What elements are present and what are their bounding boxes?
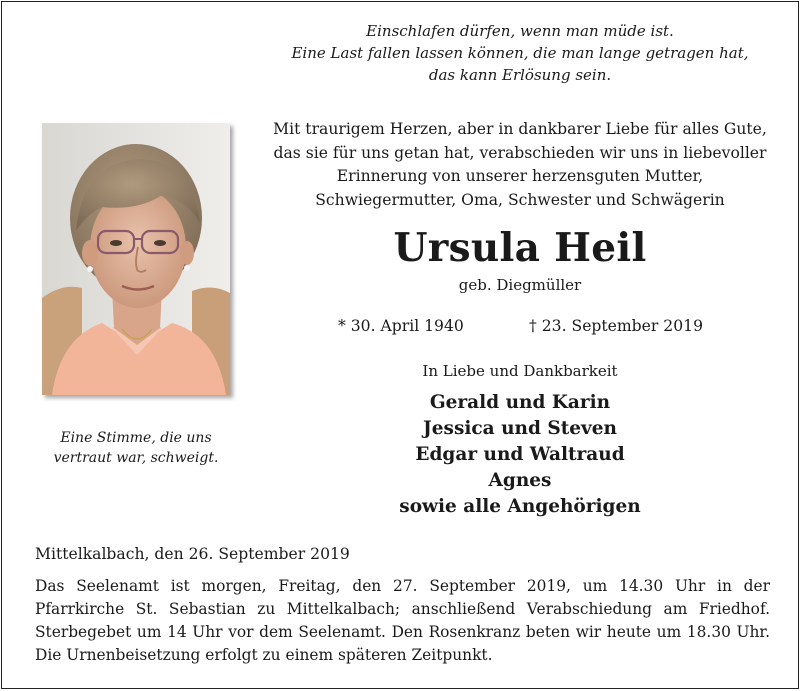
mourner-entry: sowie alle Angehörigen	[399, 496, 641, 517]
intro-text	[270, 118, 770, 212]
intro-line: Mit traurigem Herzen, aber in dankbarer Liebe für alles Gute,	[273, 120, 767, 138]
birth-date: * 30. April 1940	[338, 317, 464, 335]
motto-line: das kann Erlösung sein.	[428, 66, 612, 84]
mourner-entry: Gerald und Karin	[429, 392, 611, 413]
mourner-entry: Edgar und Waltraud	[415, 444, 625, 465]
caption-line: Eine Stimme, die uns	[60, 430, 212, 446]
intro-line: Erinnerung von unserer herzensguten Mutter,	[336, 167, 704, 185]
service-notice	[35, 575, 770, 667]
service-notice-text: Das Seelenamt ist morgen, Freitag, den 27. September 2019, um 14.30 Uhr in der Pfarrkirche St. Sebastian zu Mittelkalbach; anschließend Verabschiedung am Friedhof. Sterbegebet um 14 Uhr vor dem Seelenamt. Den Rosenkranz beten wir heute um 18.30 Uhr. Die Urnenbeisetzung erfolgt zu einem späteren Zeitpunkt.	[35, 577, 770, 664]
place-and-date: Mittelkalbach, den 26. September 2019	[35, 545, 350, 563]
motto-line: Einschlafen dürfen, wenn man müde ist.	[366, 22, 674, 40]
deceased-name: Ursula Heil	[393, 225, 647, 271]
death-date: † 23. September 2019	[529, 317, 703, 335]
intro-line: das sie für uns getan hat, verabschieden wir uns in liebevoller	[273, 143, 767, 162]
caption-line: vertraut war, schweigt.	[53, 450, 219, 466]
obituary-notice	[1, 1, 799, 689]
closing-phrase: In Liebe und Dankbarkeit	[422, 362, 618, 380]
motto-line: Eine Last fallen lassen können, die man lange getragen hat,	[291, 44, 749, 62]
intro-line: Schwiegermutter, Oma, Schwester und Schwägerin	[315, 190, 725, 209]
mourners-list	[270, 390, 770, 520]
maiden-name: geb. Diegmüller	[458, 276, 582, 294]
photo-caption	[42, 428, 230, 468]
portrait-illustration	[42, 123, 230, 395]
mourner-entry: Jessica und Steven	[423, 418, 617, 439]
portrait-photo	[42, 123, 230, 395]
motto-verse	[270, 20, 770, 86]
mourner-entry: Agnes	[488, 470, 552, 491]
